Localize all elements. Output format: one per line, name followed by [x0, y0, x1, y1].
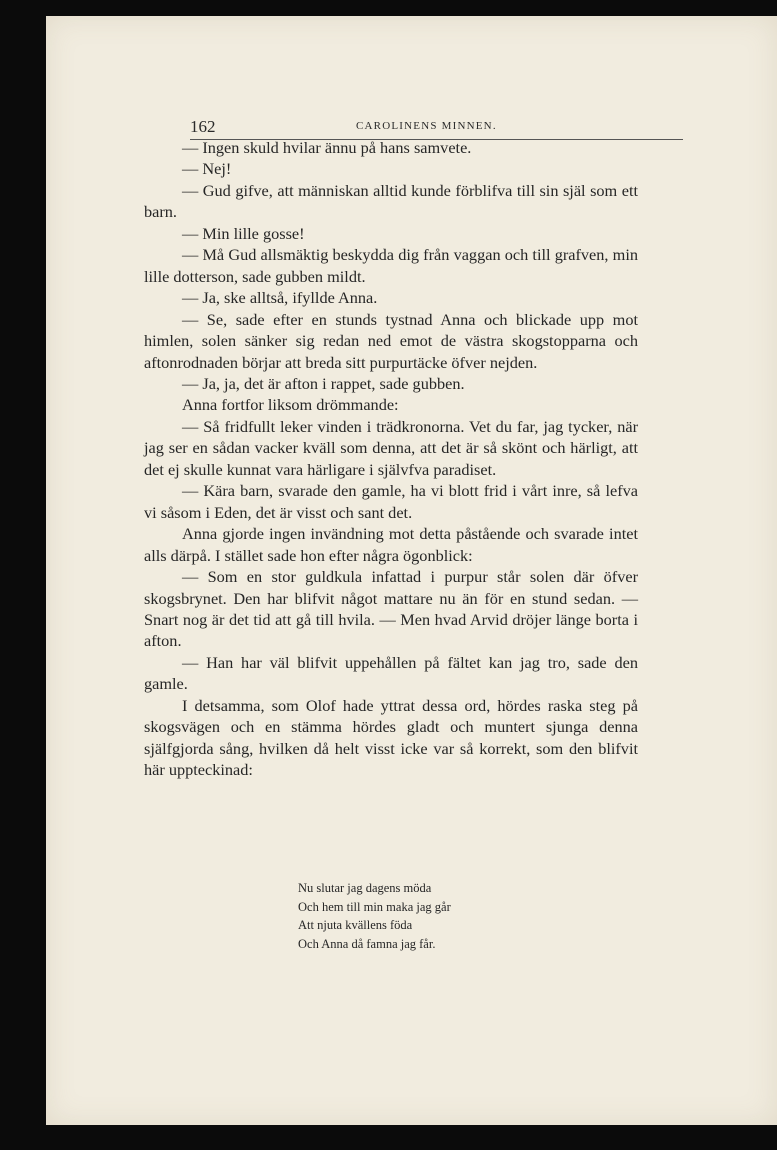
paragraph: — Min lille gosse!: [182, 223, 305, 243]
paragraph: Anna fortfor liksom drömmande:: [182, 395, 399, 415]
paragraph: — Ja, ja, det är afton i rappet, sade gubben.: [182, 373, 465, 393]
paragraph: — Så fridfullt leker vinden i trädkronorna. Vet du far, jag tycker, när jag ser en sådan vacker kväll som denna, att det är så skönt och härligt, att det ej skulle kunnat vara härligare i självfva paradiset.: [144, 416, 638, 479]
page-number: 162: [190, 117, 216, 136]
paragraph: — Ingen skuld hvilar ännu på hans samvete.: [182, 138, 472, 157]
paragraph: — Må Gud allsmäktig beskydda dig från vaggan och till grafven, min lille dotterson, sade gubben mildt.: [144, 245, 638, 286]
body-text: [144, 137, 638, 781]
paragraph: — Kära barn, svarade den gamle, ha vi blott frid i vårt inre, så lefva vi såsom i Eden, det är visst och sant det.: [144, 481, 638, 522]
paragraph: — Se, sade efter en stunds tystnad Anna och blickade upp mot himlen, solen sänker sig redan ned emot de västra skogstopparna och aftonrodnaden börjar att breda sitt purpurtäcke öfver nejden.: [144, 309, 638, 372]
paragraph: I detsamma, som Olof hade yttrat dessa ord, hördes raska steg på skogsvägen och en stämma hördes gladt och muntert sjunga denna själfgjorda sång, hvilken då helt visst icke var så korrekt, som den blifvit här uppteckinad:: [144, 695, 638, 780]
paragraph: — Gud gifve, att människan alltid kunde förblifva till sin själ som ett barn.: [144, 180, 638, 222]
poem-line: Och hem till min maka jag går: [298, 899, 451, 914]
poem-line: Nu slutar jag dagens möda: [298, 881, 432, 895]
poem-line: Och Anna då famna jag får.: [298, 936, 436, 951]
paragraph: — Ja, ske alltså, ifyllde Anna.: [182, 288, 378, 308]
poem-line: Att njuta kvällens föda: [298, 918, 413, 933]
paragraph: Anna gjorde ingen invändning mot detta påstående och svarade intet alls därpå. I stället sade hon efter några ögonblick:: [144, 524, 638, 565]
paragraph: — Som en stor guldkula infattad i purpur står solen där öfver skogsbrynet. Den har blifvit något mattare nu än för en stund sedan. — Snart nog är det tid att gå till hvila. — Men hvad Arvid dröjer länge borta i afton.: [144, 567, 638, 651]
running-title: CAROLINENS MINNEN.: [356, 120, 497, 132]
poem: [298, 879, 451, 953]
paragraph: — Han har väl blifvit uppehållen på fältet kan jag tro, sade den gamle.: [144, 652, 638, 694]
paragraph: — Nej!: [182, 159, 232, 179]
